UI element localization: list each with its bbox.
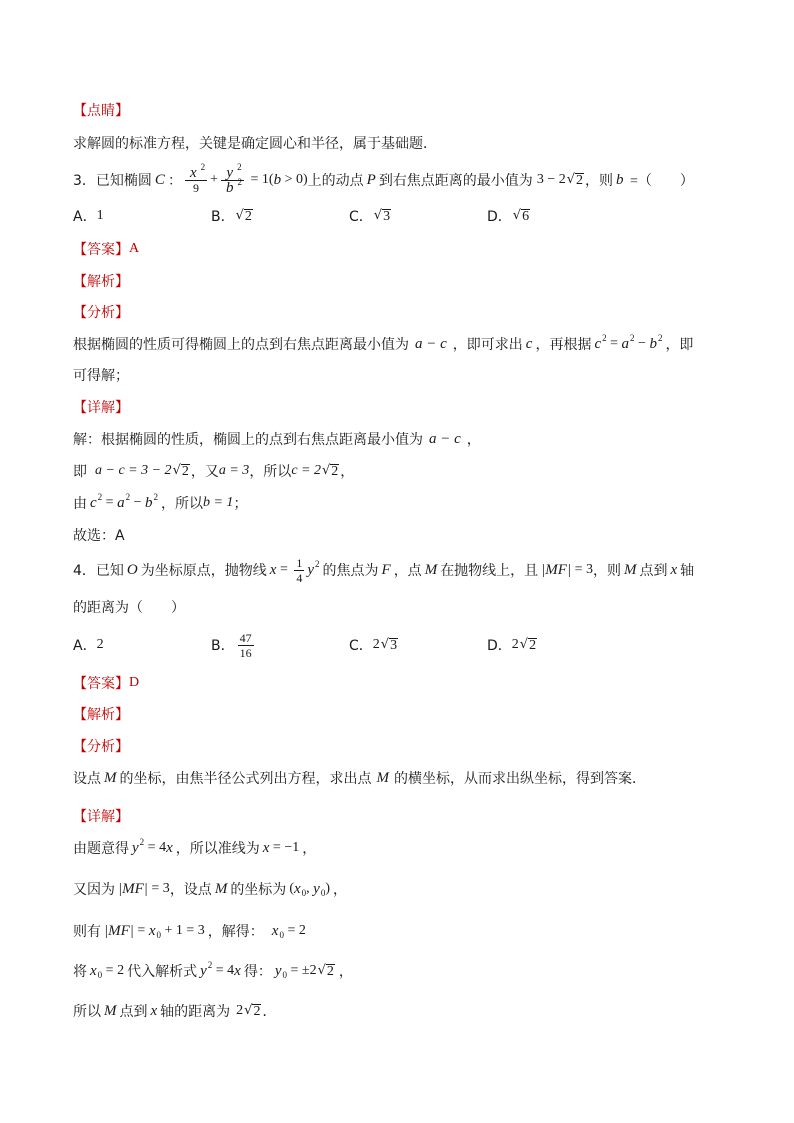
q3-fenxi-heading: 【分析】: [73, 305, 129, 321]
fraction-x-squared-over-9: [185, 161, 207, 195]
variable-x: x: [269, 561, 277, 578]
q4-fenxi-line: [73, 763, 646, 793]
equation-y2-equals-4x: [132, 837, 173, 857]
fenxi-text: ，即可求出: [452, 337, 523, 353]
detail-text: 的坐标为: [230, 882, 287, 898]
variable-x: x: [234, 962, 241, 979]
variable-x: x: [293, 880, 301, 897]
sqrt-symbol: √: [519, 637, 529, 652]
q4-number: 4．: [73, 563, 96, 579]
q3-colon: ：: [167, 173, 182, 189]
q3-jiexi-heading: 【解析】: [73, 274, 129, 290]
sqrt-symbol: √: [235, 208, 244, 223]
fraction-y-squared-over-b-squared: [221, 161, 244, 196]
equals-three: = 3: [571, 562, 593, 577]
detail-text: 代入解析式: [127, 964, 198, 980]
q4-detail-line-2: [73, 874, 347, 904]
q4-stem-text: ，点: [393, 563, 422, 579]
q4-jiexi-heading: 【解析】: [73, 707, 129, 723]
q4-xiangjie-heading: 【详解】: [73, 809, 129, 825]
detail-text: 点到: [119, 1004, 148, 1020]
q3-stem-text: 已知椭圆: [95, 173, 152, 189]
equals-sign: =: [102, 495, 118, 510]
detail-text: 得：: [243, 964, 272, 980]
option-label: D．: [487, 209, 512, 225]
plus-sign: +: [210, 172, 219, 187]
fenxi-text: ，再根据: [535, 337, 592, 353]
equals-two: = 2: [102, 963, 125, 978]
q4-stem-text: 的焦点为: [322, 563, 379, 579]
q4-detail-line-1: [73, 833, 316, 863]
q3-detail-line-4: 故选：A: [73, 528, 125, 544]
variable-b: b: [616, 171, 624, 188]
fraction-numerator: 47: [239, 630, 252, 645]
detail-text: 又因为: [73, 882, 115, 898]
q3-fenxi-line-1: [73, 329, 693, 359]
point-M: M: [214, 880, 228, 897]
variable-a: a: [117, 494, 125, 511]
paren-close: ): [325, 881, 330, 896]
equation-c-value: c = 2: [291, 463, 321, 478]
sqrt-symbol: √: [373, 208, 383, 223]
q3-stem: [73, 161, 694, 196]
q3-fenxi-line-2: 可得解；: [73, 368, 129, 384]
q3-detail-line-2: [73, 456, 354, 486]
minus-sign: −: [130, 495, 145, 510]
variable-y: y: [200, 962, 207, 979]
variable-a: a: [621, 335, 630, 352]
q3-options: [73, 201, 625, 231]
variable-y: y: [313, 880, 320, 897]
q3-stem-text: 到右焦点距离的最小值为: [378, 173, 533, 189]
detail-text: 即: [73, 464, 87, 480]
variable-x: x: [150, 1002, 158, 1019]
equals-three: = 3: [147, 881, 170, 896]
variable-x: x: [148, 922, 156, 939]
fenxi-text: 的横坐标，从而求出纵坐标，得到答案．: [394, 771, 646, 787]
detail-text: ；: [233, 496, 248, 512]
distance-MF: |MF|: [541, 561, 572, 578]
radicand: 6: [522, 209, 530, 224]
origin-O: O: [126, 561, 138, 578]
point-M: M: [624, 561, 637, 578]
square-root: [513, 208, 530, 224]
square-root: [567, 172, 584, 188]
distance-MF: |MF|: [118, 880, 148, 897]
min-value: 3 − 2: [536, 172, 566, 187]
square-root: [244, 1003, 261, 1019]
q4-stem-text: ，则: [593, 563, 621, 579]
radicand: 2: [331, 464, 339, 479]
square-root: [173, 463, 190, 479]
equals-two: = 2: [283, 923, 306, 938]
formula-c2-a2-b2: [594, 333, 663, 353]
sqrt-symbol: √: [172, 463, 181, 478]
equals-sign: =: [606, 336, 622, 351]
q3-xiangjie-heading: 【详解】: [73, 400, 129, 416]
q4-option-b: [211, 631, 349, 660]
expression-a-minus-c: a − c: [429, 430, 461, 447]
detail-text: ，: [302, 841, 317, 857]
q4-option-a: [73, 635, 211, 655]
q4-option-c: [349, 635, 487, 655]
variable-b: b: [273, 171, 282, 188]
q3-option-b: [211, 206, 349, 226]
equals-four: = 4: [144, 840, 167, 855]
q4-detail-line-3: [73, 916, 309, 946]
variable-x: x: [90, 962, 97, 979]
variable-y: y: [307, 561, 315, 578]
point-M: M: [424, 561, 438, 578]
q3-option-a: [73, 206, 211, 226]
exponent: 2: [97, 492, 103, 502]
square-root: [374, 208, 391, 224]
equals-four: = 4: [212, 963, 235, 978]
option-label: D．: [487, 638, 512, 654]
variable-y: y: [132, 839, 139, 856]
square-root: [381, 637, 398, 653]
solution-x0: [90, 963, 124, 980]
detail-text: 由: [73, 496, 87, 512]
sqrt-symbol: √: [321, 463, 331, 478]
point-M: M: [104, 1002, 117, 1019]
paren-open: (: [289, 881, 294, 896]
option-label: C．: [349, 638, 373, 654]
q4-detail-line-4: [73, 956, 353, 986]
coordinate-x0-y0: [289, 881, 330, 898]
fraction-denominator: 16: [239, 645, 252, 660]
q4-fenxi-heading: 【分析】: [73, 739, 129, 755]
dianjing-text: 求解圆的标准方程，关键是确定圆心和半径，属于基础题．: [73, 136, 437, 152]
exponent: 2: [200, 161, 206, 172]
equation-rest: + 1 = 3: [160, 923, 205, 938]
q3-number: 3．: [73, 173, 96, 189]
detail-text: ，所以准线为: [175, 841, 260, 857]
minus-sign: −: [634, 336, 650, 351]
variable-c: c: [594, 335, 602, 352]
variable-x: x: [262, 839, 270, 856]
condition: > 0): [281, 172, 308, 187]
focus-F: F: [381, 561, 391, 578]
subscript: 0: [279, 930, 284, 940]
variable-c: c: [90, 494, 97, 511]
exponent: 2: [139, 837, 145, 847]
sqrt-symbol: √: [566, 172, 576, 187]
q4-stem-text: 为坐标原点，抛物线: [140, 563, 267, 579]
detail-text: 由题意得: [73, 841, 129, 857]
square-root: [318, 963, 335, 979]
radicand: 2: [576, 173, 584, 188]
equation-y2-equals-4x: [200, 960, 241, 980]
detail-text: 则有: [73, 924, 101, 940]
radicand: 2: [529, 638, 537, 653]
equation-a-minus-c: a − c = 3 − 2: [95, 463, 172, 478]
variable-x: x: [166, 839, 173, 856]
variable-y: y: [226, 164, 234, 181]
detail-text: ，设点: [169, 882, 212, 898]
q4-stem-text: 已知: [95, 563, 124, 579]
distance-MF: |MF|: [104, 922, 134, 939]
radicand: 2: [181, 464, 189, 479]
exponent: 2: [237, 176, 243, 187]
equals-sign: =: [133, 923, 149, 938]
q3-option-d: [487, 206, 625, 226]
coefficient: 2: [511, 637, 519, 652]
detail-text: ，所以: [249, 464, 292, 480]
point-M: M: [376, 769, 389, 786]
q4-stem-text: 在抛物线上，且: [440, 563, 539, 579]
fraction-denominator: 9: [193, 180, 200, 195]
exponent: 2: [237, 161, 242, 172]
detail-text: ，: [466, 432, 481, 448]
variable-x: x: [271, 922, 279, 939]
q3-stem-text: 上的动点: [307, 173, 364, 189]
q4-stem-line-2: 的距离为（ ）: [73, 600, 185, 616]
answer-blank: =（ ）: [626, 174, 694, 189]
fenxi-text: 的坐标，由焦半径公式列出方程，求出点: [119, 771, 372, 787]
expression-a-minus-c: a − c: [415, 335, 447, 352]
fraction-numerator: 1: [296, 555, 303, 570]
dianjing-heading: 【点睛】: [73, 103, 129, 119]
variable-x: x: [189, 164, 197, 181]
subscript: 0: [156, 930, 161, 940]
coefficient: 2: [236, 1003, 244, 1018]
subscript: 0: [282, 970, 287, 980]
q3-answer: [73, 234, 139, 264]
fraction-47-over-16: [238, 631, 254, 660]
answer-value: A: [129, 241, 140, 256]
fraction-denominator: [221, 176, 244, 196]
solution-y0: [275, 963, 336, 980]
exponent: 2: [657, 333, 663, 343]
fenxi-text: ，即: [665, 337, 694, 353]
q4-options: [73, 630, 625, 660]
variable-b: b: [649, 335, 657, 352]
q4-stem-text: 轴: [680, 563, 695, 579]
equation-a-equals-3: a = 3: [218, 463, 250, 478]
answer-label: 【答案】: [73, 676, 129, 692]
square-root: [236, 208, 253, 224]
detail-text: ，: [340, 464, 355, 480]
q4-answer: [73, 668, 139, 698]
option-label: B．: [211, 209, 235, 225]
directrix-equation: [263, 840, 299, 857]
sqrt-symbol: √: [512, 208, 522, 223]
exponent: 2: [630, 333, 635, 343]
option-value: 1: [96, 208, 104, 223]
y-squared: [307, 559, 320, 579]
detail-text: 将: [73, 964, 87, 980]
q4-detail-line-5: [73, 996, 276, 1026]
exponent: 2: [207, 960, 213, 970]
detail-text: 轴的距离为: [160, 1004, 231, 1020]
fraction-denominator: 4: [296, 570, 303, 585]
radicand: 3: [383, 209, 391, 224]
equals-sign: =: [276, 562, 292, 577]
option-label: C．: [349, 209, 373, 225]
sqrt-symbol: √: [244, 1003, 253, 1018]
directrix-value: = −1: [269, 840, 300, 855]
subscript: 0: [97, 970, 103, 980]
exponent: 2: [315, 559, 320, 569]
detail-text: 解：根据椭圆的性质，椭圆上的点到右焦点距离最小值为: [73, 432, 423, 448]
answer-value: D: [129, 675, 140, 690]
q3-option-c: [349, 206, 487, 226]
formula-c2-a2-b2: [90, 492, 158, 512]
exponent: 2: [602, 333, 607, 343]
fenxi-text: 根据椭圆的性质可得椭圆上的点到右焦点距离最小值为: [73, 337, 409, 353]
variable-x: x: [670, 561, 678, 578]
fenxi-text: 设点: [73, 771, 101, 787]
comma: ,: [306, 881, 314, 896]
detail-text: ，解得：: [207, 924, 264, 940]
q3-detail-line-1: [73, 424, 481, 454]
detail-text: ，又: [190, 464, 219, 480]
radicand: 2: [326, 964, 334, 979]
option-value: 2: [96, 637, 104, 652]
subscript: 0: [301, 888, 307, 898]
square-root: [520, 637, 537, 653]
variable-b: b: [226, 179, 234, 196]
ellipse-name: C: [154, 171, 165, 188]
option-label: A．: [73, 638, 97, 654]
variable-c: c: [525, 335, 533, 352]
exponent: 2: [125, 492, 131, 502]
q3-detail-line-3: [73, 488, 247, 518]
solution-x0: [272, 923, 306, 940]
radicand: 2: [244, 209, 252, 224]
detail-text: 所以: [73, 1004, 101, 1020]
q4-stem: [73, 555, 694, 585]
radicand: 3: [390, 638, 398, 653]
answer-label: 【答案】: [73, 242, 129, 258]
detail-text: ，: [338, 964, 353, 980]
variable-y: y: [274, 962, 282, 979]
point-P: P: [366, 171, 376, 188]
fraction-numerator: [185, 161, 207, 181]
q4-stem-text: 点到: [639, 563, 668, 579]
sqrt-symbol: √: [380, 637, 390, 652]
focal-radius-equation: [104, 923, 205, 940]
q3-stem-text: ，则: [585, 173, 614, 189]
equation-b-equals-1: b = 1: [202, 495, 234, 510]
option-label: A．: [73, 209, 97, 225]
fraction-one-quarter: [294, 556, 304, 585]
detail-text: ．: [262, 1004, 277, 1020]
option-label: B．: [211, 638, 235, 654]
variable-b: b: [144, 494, 153, 511]
square-root: [322, 463, 339, 479]
detail-text: ，所以: [160, 496, 203, 512]
y0-value: = ±2: [287, 963, 317, 978]
point-M: M: [104, 769, 117, 786]
coefficient: 2: [372, 637, 380, 652]
exponent: 2: [153, 492, 158, 502]
detail-text: ，: [333, 882, 347, 898]
sqrt-symbol: √: [317, 963, 326, 978]
equals-one: = 1(: [247, 172, 274, 187]
q4-option-d: [487, 635, 625, 655]
radicand: 2: [253, 1004, 261, 1019]
subscript: 0: [320, 888, 326, 898]
